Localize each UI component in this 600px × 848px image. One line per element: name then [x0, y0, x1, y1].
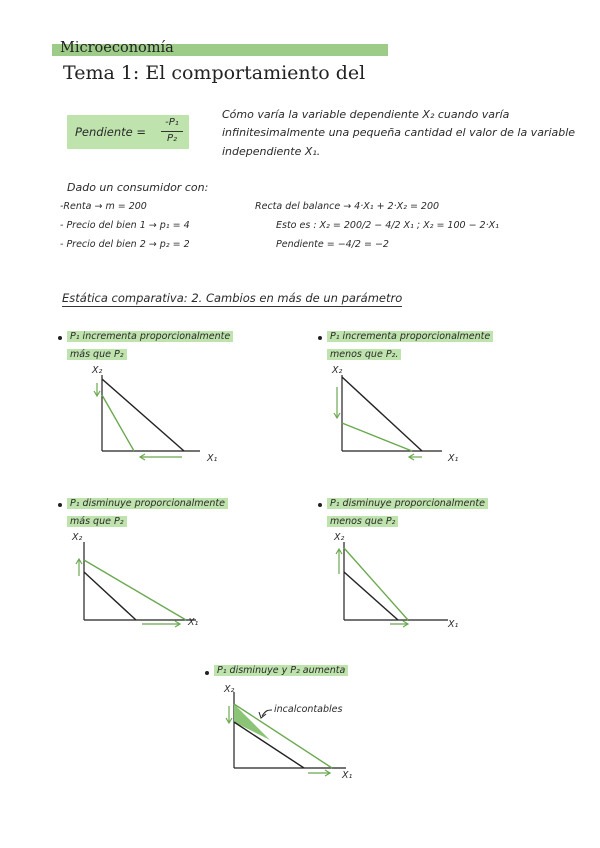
budget-line-solved: Esto es : X₂ = 200/2 − 4/2 X₁ ; X₂ = 100 − 2·X₁: [276, 220, 499, 231]
description-line-2: infinitesimalmente una pequeña cantidad el valor de la variable: [222, 126, 576, 139]
graph-4-y-label: X₂: [334, 532, 345, 543]
description-line-3: independiente X₁.: [222, 145, 321, 158]
case-2-line-2: menos que P₂.: [327, 349, 401, 360]
graph-1-y-label: X₂: [92, 365, 103, 376]
bullet-case-4: [318, 503, 322, 507]
annotation-label: incalcontables: [274, 704, 343, 715]
case-1-line-1: P₁ incrementa proporcionalmente: [67, 331, 233, 342]
case-4-line-2: menos que P₂: [327, 516, 398, 527]
graph-5-x-label: X₁: [342, 770, 353, 781]
budget-line-slope: Pendiente = −4/2 = −2: [276, 239, 389, 250]
graph-case-4: [332, 532, 472, 632]
case-2-line-1: P₁ incrementa proporcionalmente: [327, 331, 493, 342]
example-price-2: - Precio del bien 2 → p₂ = 2: [60, 239, 190, 250]
graph-case-5: [222, 684, 362, 784]
graph-5-y-label: X₂: [224, 684, 235, 695]
graph-2-y-label: X₂: [332, 365, 343, 376]
graph-2-x-label: X₁: [448, 453, 459, 464]
formula-denominator: P₂: [166, 133, 178, 144]
bullet-case-5: [205, 671, 209, 675]
fraction-bar: [161, 131, 183, 132]
example-price-1: - Precio del bien 1 → p₁ = 4: [60, 220, 190, 231]
example-intro: Dado un consumidor con:: [67, 181, 209, 194]
formula-numerator: -P₁: [165, 117, 179, 128]
case-4-line-1: P₁ disminuye proporcionalmente: [327, 498, 488, 509]
bullet-case-1: [58, 336, 62, 340]
case-1-line-2: más que P₂: [67, 349, 127, 360]
graph-4-x-label: X₁: [448, 619, 459, 630]
section-title: Estática comparativa: 2. Cambios en más de un parámetro: [62, 291, 403, 305]
graph-3-x-label: X₁: [188, 617, 199, 628]
description-line-1: Cómo varía la variable dependiente X₂ cuando varía: [222, 108, 510, 121]
graph-case-2: [330, 365, 470, 465]
case-5-line-1: P₁ disminuye y P₂ aumenta: [214, 665, 348, 676]
bullet-case-3: [58, 503, 62, 507]
case-3-line-2: más que P₂: [67, 516, 127, 527]
case-3-line-1: P₁ disminuye proporcionalmente: [67, 498, 228, 509]
budget-line-eq: Recta del balance → 4·X₁ + 2·X₂ = 200: [255, 201, 440, 212]
bullet-case-2: [318, 336, 322, 340]
topic-title: Tema 1: El comportamiento del: [63, 62, 366, 84]
graph-case-1: [90, 365, 230, 465]
example-income: -Renta → m = 200: [60, 201, 147, 212]
definition-label: Pendiente =: [75, 125, 147, 139]
graph-1-x-label: X₁: [207, 453, 218, 464]
graph-3-y-label: X₂: [72, 532, 83, 543]
subject-title: Microeconomía: [60, 40, 174, 56]
